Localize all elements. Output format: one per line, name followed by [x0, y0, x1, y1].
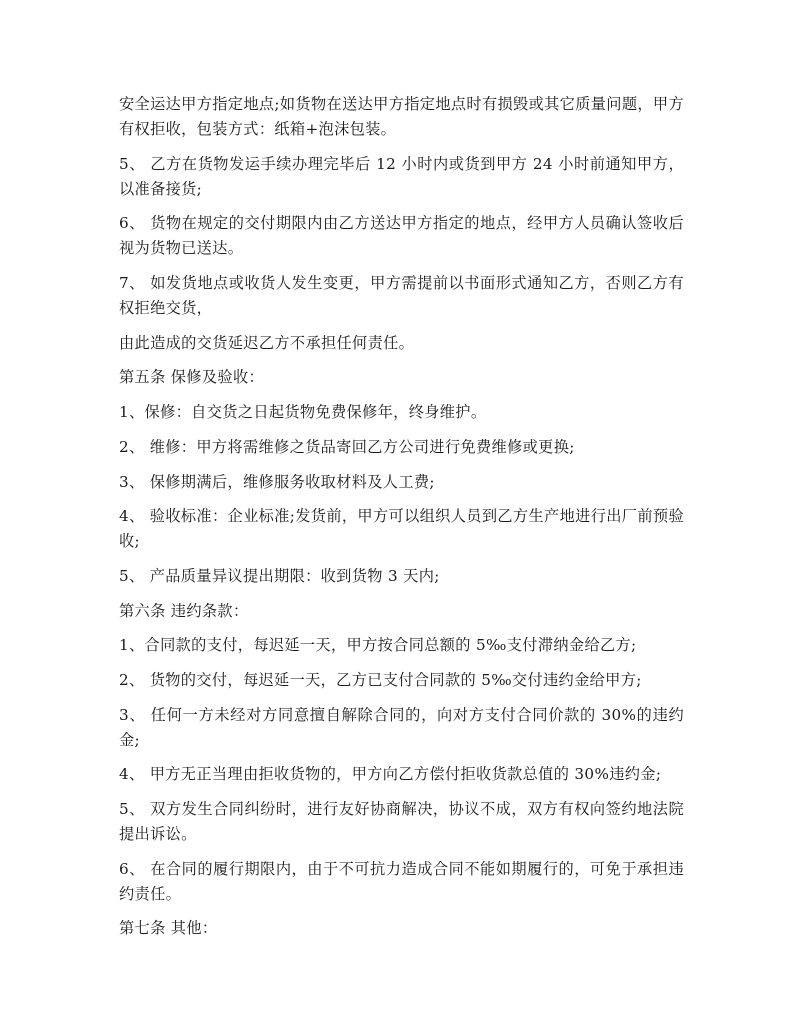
- document-body: [119, 92, 684, 951]
- paragraph-warranty: 1、保修：自交货之日起货物免费保修年，终身维护。: [119, 403, 487, 422]
- paragraph-repair: 2、 维修：甲方将需维修之货品寄回乙方公司进行免费维修或更换;: [119, 437, 575, 456]
- paragraph-post-warranty: 3、 保修期满后，维修服务收取材料及人工费;: [119, 472, 435, 491]
- paragraph-payment-delay: 1、合同款的支付，每迟延一天，甲方按合同总额的 5‰支付滞纳金给乙方;: [119, 636, 637, 655]
- paragraph-force-majeure: 6、 在合同的履行期限内，由于不可抗力造成合同不能如期履行的，可免于承担违约责任。: [119, 859, 684, 903]
- paragraph-termination: 3、 任何一方未经对方同意擅自解除合同的，向对方支付合同价款的 30%的违约金;: [119, 705, 684, 749]
- section-heading-article-6: 第六条 违约条款：: [119, 601, 249, 620]
- paragraph-delivery-location: 安全运达甲方指定地点;如货物在送达甲方指定地点时有损毁或其它质量问题，甲方有权拒收，包装方式：纸箱+泡沫包装。: [119, 95, 684, 138]
- paragraph-delay-liability: 由此造成的交货延迟乙方不承担任何责任。: [119, 333, 415, 352]
- section-heading-article-5: 第五条 保修及验收：: [119, 368, 265, 387]
- paragraph-clause-5-notify: 5、 乙方在货物发运手续办理完毕后 12 小时内或货到甲方 24 小时前通知甲方，以准备接货;: [119, 154, 684, 198]
- paragraph-rejection: 4、 甲方无正当理由拒收货物的，甲方向乙方偿付拒收货款总值的 30%违约金;: [119, 765, 662, 784]
- paragraph-clause-7-change: 7、 如发货地点或收货人发生变更，甲方需提前以书面形式通知乙方，否则乙方有权拒绝交货，: [119, 274, 684, 318]
- paragraph-delivery-delay: 2、 货物的交付，每迟延一天，乙方已支付合同款的 5‰交付违约金给甲方;: [119, 670, 642, 689]
- paragraph-clause-6-delivery: 6、 货物在规定的交付期限内由乙方送达甲方指定的地点，经甲方人员确认签收后视为货物已送达。: [119, 214, 684, 258]
- paragraph-dispute: 5、 双方发生合同纠纷时，进行友好协商解决，协议不成，双方有权向签约地法院提出诉讼。: [119, 800, 684, 843]
- paragraph-quality-objection: 5、 产品质量异议提出期限：收到货物 3 天内;: [119, 566, 440, 585]
- paragraph-acceptance-standard: 4、 验收标准：企业标准;发货前，甲方可以组织人员到乙方生产地进行出厂前预验收;: [119, 507, 684, 551]
- section-heading-article-7: 第七条 其他：: [119, 919, 218, 938]
